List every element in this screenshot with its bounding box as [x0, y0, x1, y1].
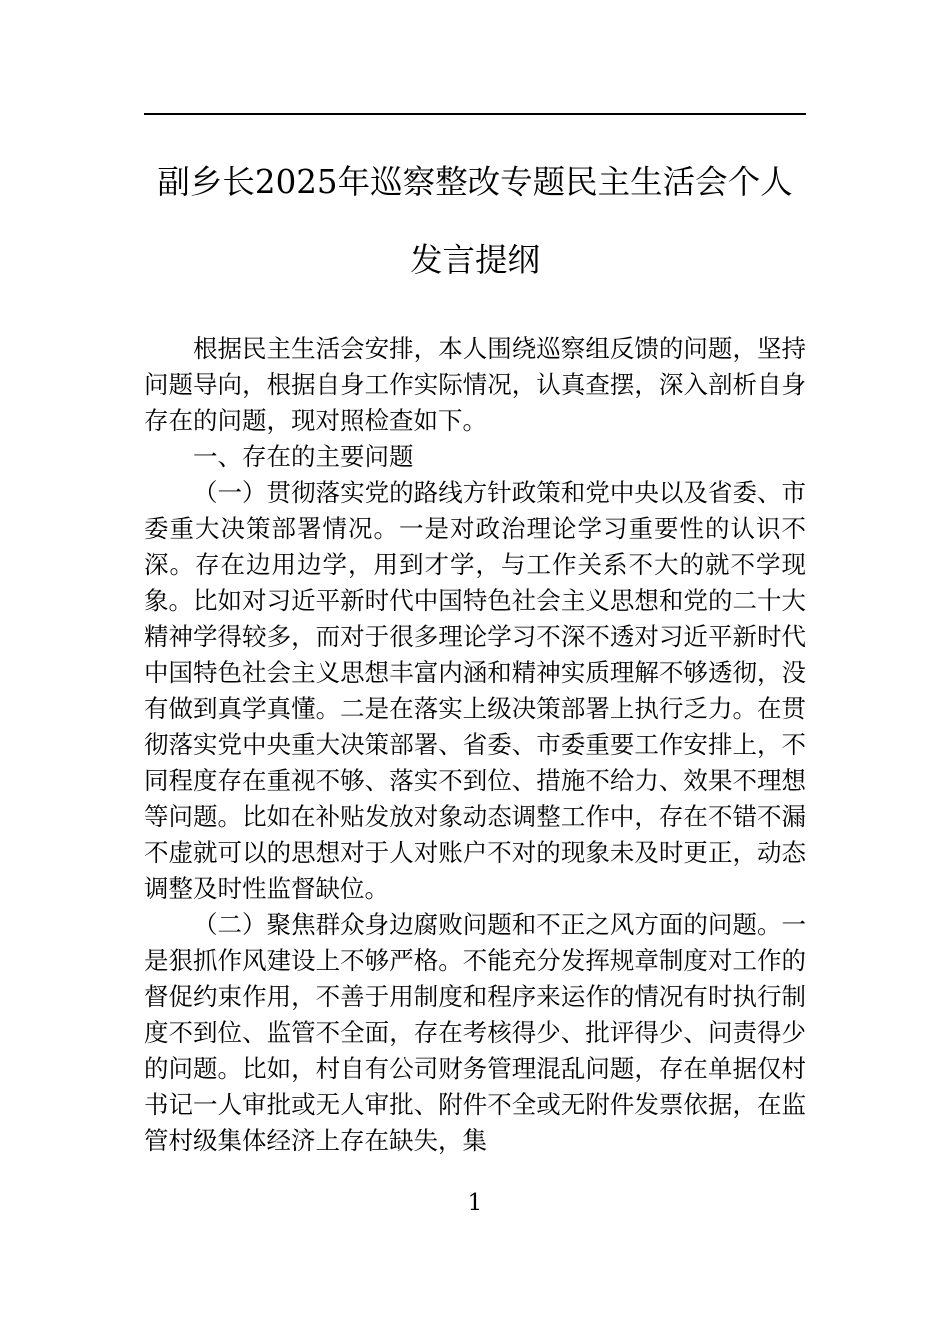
document-title: 副乡长2025年巡察整改专题民主生活会个人发言提纲 [157, 163, 793, 279]
intro-paragraph: 根据民主生活会安排，本人围绕巡察组反馈的问题，坚持问题导向，根据自身工作实际情况，认真查摆，深入剖析自身存在的问题，现对照检查如下。 [144, 334, 806, 435]
header-rule [144, 113, 806, 115]
document-body [144, 331, 806, 1159]
body-paragraph: （二）聚焦群众身边腐败问题和不正之风方面的问题。一是狠抓作风建设上不够严格。不能充分发挥规章制度对工作的督促约束作用，不善于用制度和程序来运作的情况有时执行制度不到位、监管不全面，存在考核得少、批评得少、问责得少的问题。比如，村自有公司财务管理混乱问题，存在单据仅村书记一人审批或无人审批、附件不全或无附件发票依据，在监管村级集体经济上存在缺失，集 [144, 910, 806, 1155]
section-heading: 一、存在的主要问题 [193, 442, 414, 471]
page-number: 1 [467, 1190, 483, 1216]
body-paragraph: （一）贯彻落实党的路线方针政策和党中央以及省委、市委重大决策部署情况。一是对政治理论学习重要性的认识不深。存在边用边学，用到才学，与工作关系不大的就不学现象。比如对习近平新时代中国特色社会主义思想和党的二十大精神学得较多，而对于很多理论学习不深不透对习近平新时代中国特色社会主义思想丰富内涵和精神实质理解不够透彻，没有做到真学真懂。二是在落实上级决策部署上执行乏力。在贯彻落实党中央重大决策部署、省委、市委重要工作安排上，不同程度存在重视不够、落实不到位、措施不给力、效果不理想等问题。比如在补贴发放对象动态调整工作中，存在不错不漏不虚就可以的思想对于人对账户不对的现象未及时更正，动态调整及时性监督缺位。 [144, 478, 806, 903]
